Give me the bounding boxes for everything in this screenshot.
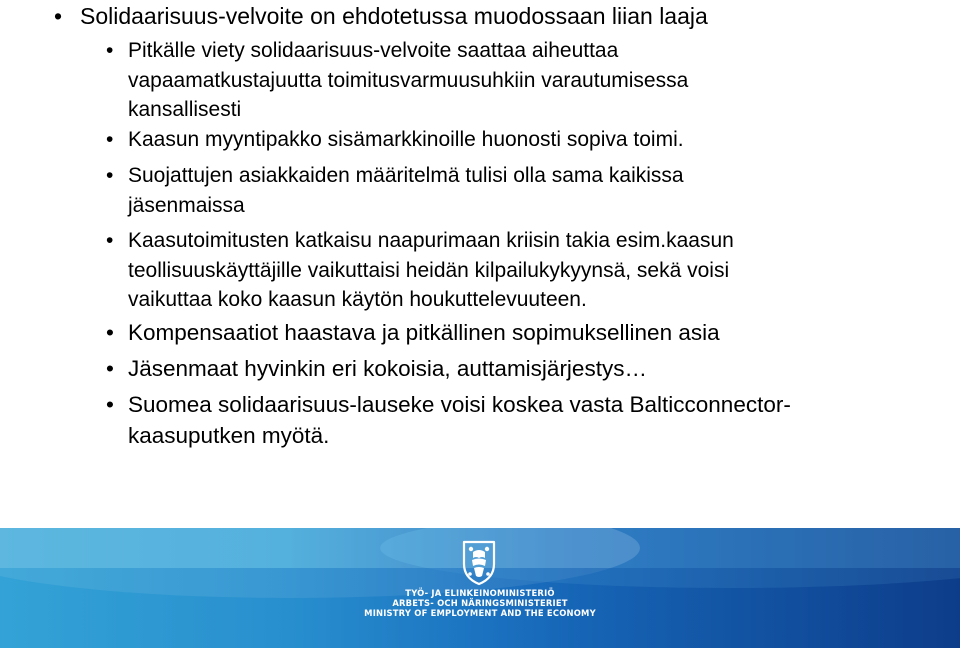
sub-bullet-item: [128, 389, 928, 451]
text-line: vaikuttaa koko kaasun käytön houkuttelevuuteen.: [128, 288, 587, 311]
bullet-marker: •: [54, 3, 63, 29]
text-line: Kaasun myyntipakko sisämarkkinoille huonosti sopiva toimi.: [128, 128, 684, 151]
bullet-marker: •: [106, 320, 114, 345]
bullet-marker: •: [106, 392, 114, 417]
bullet-marker: •: [106, 128, 114, 151]
text-line: Pitkälle viety solidaarisuus-velvoite saattaa aiheuttaa: [128, 39, 619, 62]
text-line: Kompensaatiot haastava ja pitkällinen sopimuksellinen asia: [128, 320, 720, 345]
bullet-marker: •: [106, 39, 114, 62]
text-line: Jäsenmaat hyvinkin eri kokoisia, auttamisjärjestys…: [128, 356, 647, 381]
sub-bullet-item: [128, 36, 928, 125]
sub-bullet-item: [128, 226, 928, 315]
ministry-footer-band: [0, 528, 960, 648]
sub-bullet-item: [128, 353, 928, 384]
text-line: jäsenmaissa: [128, 193, 245, 217]
sub-bullet-item: [128, 125, 928, 155]
text-line: kaasuputken myötä.: [128, 423, 330, 448]
text-line: Suomea solidaarisuus-lauseke voisi koskea vasta Balticconnector-: [128, 392, 791, 417]
ministry-name-fi: TYÖ- JA ELINKEINOMINISTERIÖ: [405, 588, 555, 598]
finnish-lion-coat-of-arms-icon: [458, 536, 500, 588]
bullet-marker: •: [106, 164, 114, 187]
text-line: teollisuuskäyttäjille vaikuttaisi heidän kilpailukykyynsä, sekä voisi: [128, 258, 730, 282]
ministry-name-en: MINISTRY OF EMPLOYMENT AND THE ECONOMY: [364, 608, 596, 618]
sub-bullet-item: [128, 161, 928, 220]
top-level-bullet: Solidaarisuus-velvoite on ehdotetussa muodossaan liian laaja: [80, 3, 708, 29]
text-line: kansallisesti: [128, 98, 242, 121]
sub-bullet-item: [128, 317, 928, 348]
text-line: Suojattujen asiakkaiden määritelmä tulisi olla sama kaikissa: [128, 164, 684, 187]
text-line: Kaasutoimitusten katkaisu naapurimaan kriisin takia esim.kaasun: [128, 229, 734, 252]
ministry-name-sv: ARBETS- OCH NÄRINGSMINISTERIET: [392, 598, 568, 608]
bullet-marker: •: [106, 356, 114, 381]
text-line: vapaamatkustajuutta toimitusvarmuusuhkiin varautumisessa: [128, 68, 689, 92]
bullet-marker: •: [106, 229, 114, 252]
